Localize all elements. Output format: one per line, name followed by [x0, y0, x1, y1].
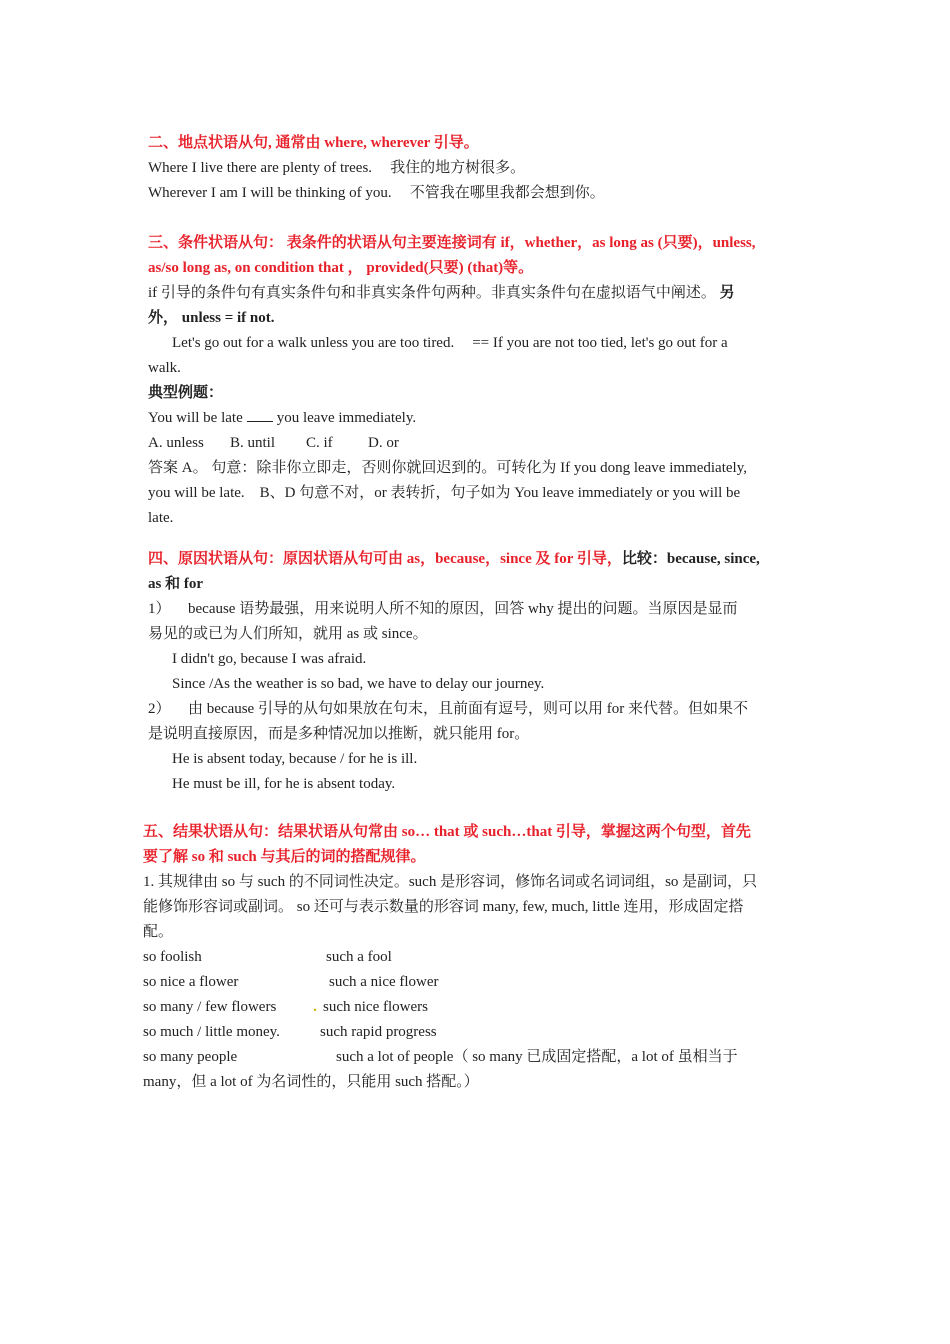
such-phrase: such a nice flower — [329, 974, 439, 990]
answer-line: you will be late. B、D 句意不对，or 表转折，句子如为 You leave immediately or you will be — [148, 485, 741, 501]
option-a: A. unless — [148, 435, 204, 451]
example-line: He must be ill, for he is absent today. — [172, 776, 396, 792]
example-en: Where I live there are plenty of trees. — [148, 160, 373, 176]
heading-text: 四、原因状语从句：原因状语从句可由 as，because，since 及 for 引导， — [148, 551, 622, 567]
such-phrase: such a lot of people（ so many 已成固定搭配，a lot of 虽相当于 — [336, 1049, 738, 1065]
option-d: D. or — [368, 435, 399, 451]
paragraph-text: unless = if not. — [181, 310, 275, 326]
so-phrase: so much / little money. — [143, 1024, 280, 1040]
so-phrase: so foolish — [143, 949, 202, 965]
paragraph: 是说明直接原因，而是多种情况加以推断，就只能用 for。 — [148, 726, 530, 742]
example-en: Let's go out for a walk unless you are too tired. — [172, 335, 455, 351]
question-text: You will be late — [148, 410, 243, 426]
example-line: He is absent today, because / for he is ill. — [172, 751, 418, 767]
dot-mark: . — [313, 999, 317, 1015]
example-line: I didn't go, because I was afraid. — [172, 651, 367, 667]
section-heading — [148, 547, 816, 572]
typical-example-label: 典型例题： — [148, 385, 224, 401]
section-heading: 要了解 so 和 such 与其后的词的搭配规律。 — [143, 849, 426, 865]
section-heading: 二、地点状语从句, 通常由 where, wherever 引导。 — [148, 135, 479, 151]
example-line: Since /As the weather is so bad, we have to delay our journey. — [172, 676, 545, 692]
paragraph: 易见的或已为人们所知，就用 as 或 since。 — [148, 626, 428, 642]
such-phrase: such rapid progress — [320, 1024, 437, 1040]
options-line — [148, 431, 816, 456]
paragraph — [148, 306, 816, 331]
so-phrase: so many / few flowers — [143, 999, 277, 1015]
item-number: 2） — [148, 701, 171, 717]
so-phrase: so many people — [143, 1049, 238, 1065]
section-heading: 五、结果状语从句：结果状语从句常由 so… that 或 such…that 引导，掌握这两个句型，首先 — [143, 824, 751, 840]
such-phrase: such nice flowers — [323, 999, 428, 1015]
answer-line: 答案 A。 句意：除非你立即走，否则你就回迟到的。可转化为 If you dong leave immediately, — [148, 460, 747, 476]
pair-row — [143, 970, 815, 995]
answer-blank — [247, 407, 273, 422]
question-text: you leave immediately. — [276, 410, 417, 426]
section-heading: as/so long as, on condition that ， provided(只要) (that)等。 — [148, 260, 534, 276]
so-phrase: so nice a flower — [143, 974, 239, 990]
pair-row — [143, 995, 815, 1020]
paragraph: 能修饰形容词或副词。 so 还可与表示数量的形容词 many, few, much, little 连用，形成固定搭 — [143, 899, 744, 915]
example-line — [148, 181, 816, 206]
example-zh: 不管我在哪里我都会想到你。 — [409, 185, 605, 201]
heading-text: 比较：because, since, — [621, 551, 760, 567]
example-line: walk. — [148, 360, 181, 376]
paragraph — [148, 281, 816, 306]
paragraph-text: 另 — [719, 285, 735, 301]
section-place-clause — [148, 131, 816, 206]
example-line — [148, 331, 816, 356]
paragraph — [148, 597, 816, 622]
paragraph-text: because 语势最强，用来说明人所不知的原因，回答 why 提出的问题。当原因是显而 — [188, 601, 738, 617]
question-line — [148, 406, 816, 431]
example-zh: 我住的地方树很多。 — [390, 160, 526, 176]
example-en: Wherever I am I will be thinking of you. — [148, 185, 392, 201]
item-number: 1） — [148, 601, 171, 617]
section-reason-clause — [148, 547, 816, 797]
option-b: B. until — [230, 435, 276, 451]
paragraph-text: 外， — [148, 310, 179, 326]
section-heading: 三、条件状语从句： 表条件的状语从句主要连接词有 if，whether，as long as (只要)，unless, — [148, 235, 756, 251]
paragraph — [148, 697, 816, 722]
section-result-clause — [143, 820, 815, 1095]
pair-row — [143, 1020, 815, 1045]
paragraph-text: 由 because 引导的从句如果放在句末，且前面有逗号，则可以用 for 来代替。但如果不 — [188, 701, 748, 717]
paragraph: many，但 a lot of 为名词性的，只能用 such 搭配。） — [143, 1074, 479, 1090]
section-heading: as 和 for — [148, 576, 203, 592]
option-c: C. if — [306, 435, 333, 451]
section-condition-clause — [148, 231, 816, 531]
pair-row — [143, 1045, 815, 1070]
such-phrase: such a fool — [326, 949, 392, 965]
example-en: == If you are not too tied, let's go out for a — [472, 335, 728, 351]
answer-line: late. — [148, 510, 174, 526]
paragraph-text: if 引导的条件句有真实条件句和非真实条件句两种。非真实条件句在虚拟语气中阐述。 — [148, 285, 716, 301]
example-line — [148, 156, 816, 181]
pair-row — [143, 945, 815, 970]
paragraph: 1. 其规律由 so 与 such 的不同词性决定。such 是形容词，修饰名词或名词词组，so 是副词，只 — [143, 874, 758, 890]
paragraph: 配。 — [143, 924, 174, 940]
